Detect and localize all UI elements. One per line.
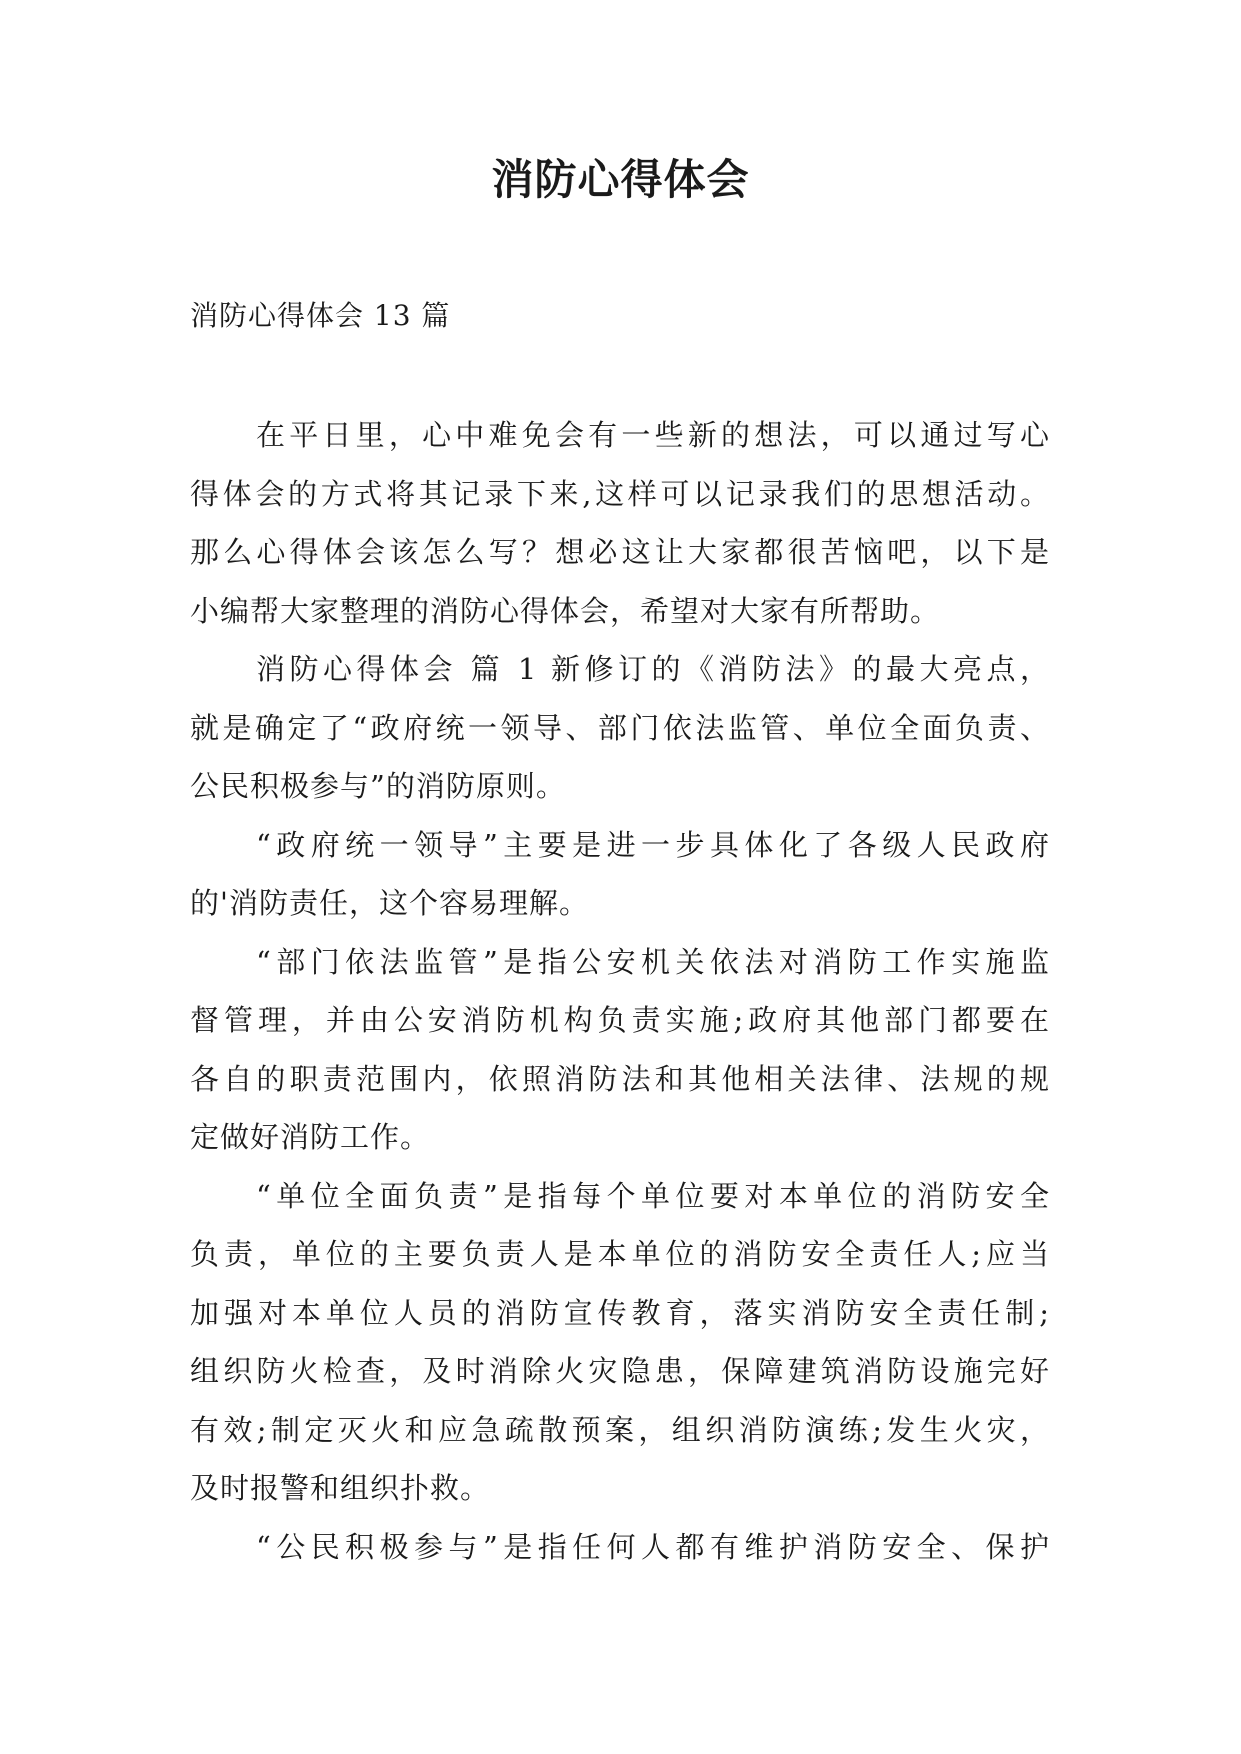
paragraph-line: “公民积极参与”是指任何人都有维护消防安全、保护 — [256, 1529, 1050, 1564]
paragraph-line: “单位全面负责”是指每个单位要对本单位的消防安全 — [256, 1178, 1050, 1213]
paragraph-line: 公民积极参与”的消防原则。 — [190, 769, 566, 803]
document-title: 消防心得体会 — [491, 155, 750, 204]
paragraph-line: 各自的职责范围内，依照消防法和其他相关法律、法规的规 — [190, 1061, 1050, 1096]
paragraph-line: 有效;制定灭火和应急疏散预案，组织消防演练;发生火灾， — [190, 1412, 1050, 1447]
paragraph-line: 及时报警和组织扑救。 — [190, 1471, 491, 1505]
paragraph-line: 的'消防责任，这个容易理解。 — [190, 886, 589, 920]
paragraph — [190, 406, 1050, 640]
paragraph-line: 小编帮大家整理的消防心得体会，希望对大家有所帮助。 — [190, 593, 941, 628]
document-body — [190, 406, 1050, 1576]
paragraph-line: 督管理，并由公安消防机构负责实施;政府其他部门都要在 — [190, 1003, 1050, 1037]
paragraph-line: 那么心得体会该怎么写？想必这让大家都很苦恼吧，以下是 — [190, 535, 1050, 569]
paragraph-line: 得体会的方式将其记录下来,这样可以记录我们的思想活动。 — [190, 476, 1050, 511]
paragraph-line: “部门依法监管”是指公安机关依法对消防工作实施监 — [256, 944, 1050, 979]
paragraph — [190, 1167, 1050, 1518]
paragraph-line: 组织防火检查，及时消除火灾隐患，保障建筑消防设施完好 — [190, 1354, 1050, 1388]
paragraph — [190, 640, 1050, 816]
paragraph-line: 定做好消防工作。 — [190, 1120, 431, 1154]
paragraph — [190, 1518, 1050, 1577]
paragraph-line: “政府统一领导”主要是进一步具体化了各级人民政府 — [256, 827, 1050, 862]
paragraph-line: 加强对本单位人员的消防宣传教育，落实消防安全责任制; — [190, 1295, 1050, 1330]
paragraph — [190, 933, 1050, 1167]
paragraph-line: 在平日里，心中难免会有一些新的想法，可以通过写心 — [256, 418, 1050, 452]
document-subtitle: 消防心得体会 13 篇 — [190, 299, 451, 332]
paragraph-line: 消防心得体会 篇 1 新修订的《消防法》的最大亮点， — [256, 652, 1050, 686]
paragraph — [190, 816, 1050, 933]
paragraph-line: 负责，单位的主要负责人是本单位的消防安全责任人;应当 — [190, 1237, 1050, 1271]
paragraph-line: 就是确定了“政府统一领导、部门依法监管、单位全面负责、 — [190, 710, 1050, 745]
